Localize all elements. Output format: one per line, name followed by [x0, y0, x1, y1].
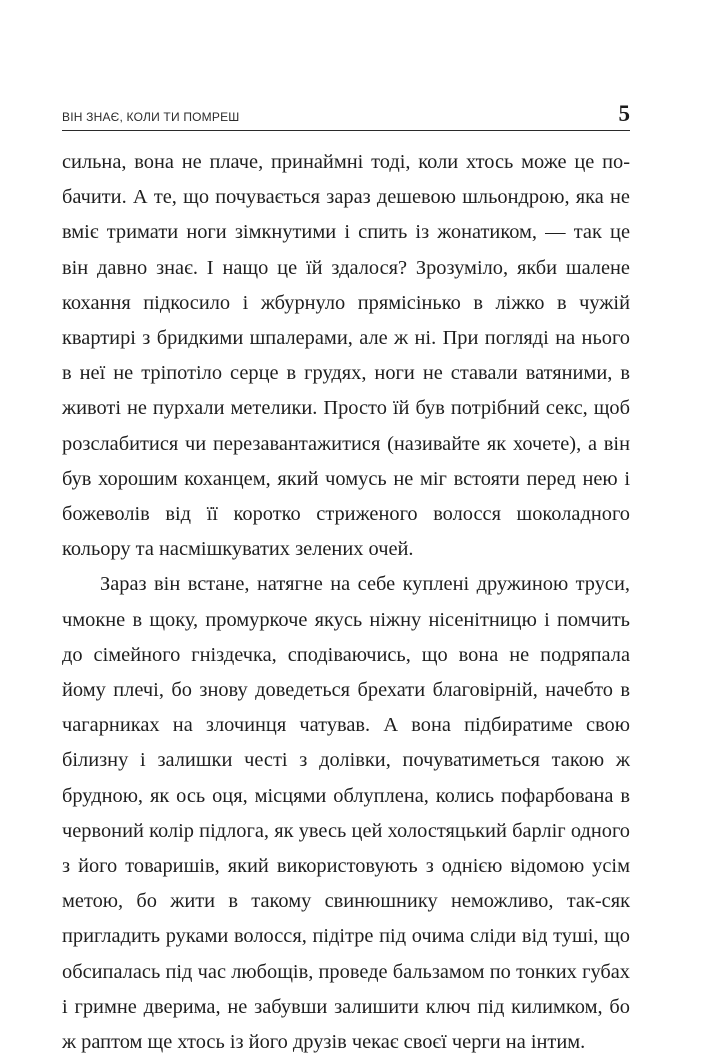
paragraph: Зараз він встане, натягне на себе куплені дружиною труси, чмокне в щоку, промуркоче якусь ніжну нісенітницю і помчить до сімейного гніздечка, сподіваючись, що вона не подряпала йому плечі, бо знову доведеться брехати благовірній, начебто в чагарниках на злочинця чатував. А вона підбиратиме свою білизну і залишки честі з долівки, почуватиметься такою ж брудною, як ось оця, місцями облуплена, колись пофарбована в червоний колір підлога, як увесь цей холостяцький барліг одного з його товаришів, який використовують з однією відомою усім метою, бо жити в такому свинюшнику неможливо, так-сяк пригладить руками волосся, підітре під очима сліди від туші, що обсипалась під час любощів, проведе бальзамом по тонких губах і гримне дверима, не забувши залишити ключ під килимком, бо ж раптом ще хтось із його друзів чекає своєї черги на інтим.: [62, 573, 630, 1054]
running-header: [62, 100, 630, 131]
page-number: 5: [618, 101, 630, 126]
running-title: ВІН ЗНАЄ, КОЛИ ТИ ПОМРЕШ: [62, 110, 240, 124]
body-text: [62, 145, 630, 1060]
paragraph-continued: сильна, вона не плаче, принаймні тоді, коли хтось може це побачити. А те, що почувається зараз дешевою шльондрою, яка не вміє тримати ноги зімкнутими і спить із жонатиком, — так це він давно знає. І нащо це їй здалося? Зрозуміло, якби шалене кохання підкосило і жбурнуло прямісінько в ліжко в чужій квартирі з бридкими шпалерами, але ж ні. При погляді на нього в неї не тріпотіло серце в грудях, ноги не ставали ватяними, в животі не пурхали метелики. Просто їй був потрібний секс, щоб розслабитися чи перезавантажитися (називайте як хочете), а він був хорошим коханцем, який чомусь не міг встояти перед нею і божеволів від її коротко стриженого волосся шоколадного кольору та насмішкуватих зелених очей.: [62, 151, 630, 561]
